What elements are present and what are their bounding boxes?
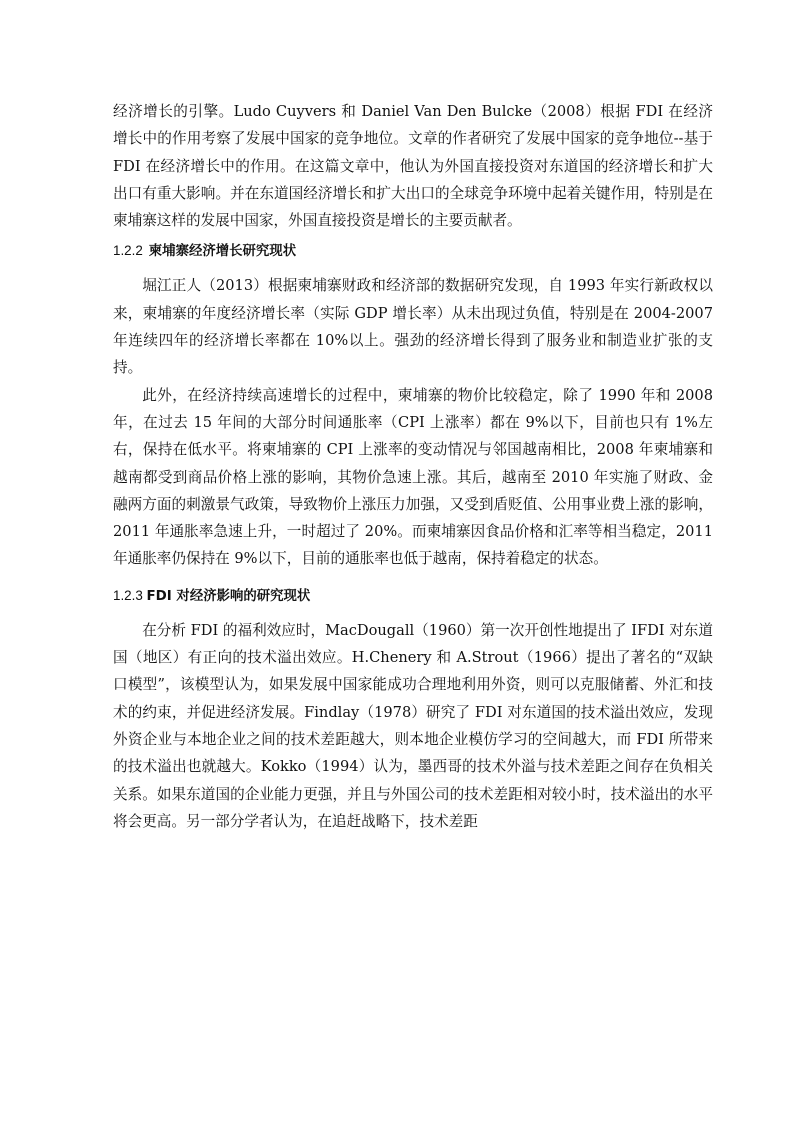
section-number: 1.2.2 <box>113 243 143 259</box>
document-page <box>113 98 713 835</box>
section-number: 1.2.3 <box>113 587 147 603</box>
section-title: FDI 对经济影响的研究现状 <box>146 588 311 604</box>
section-heading-1-2-2 <box>113 240 713 263</box>
paragraph-cambodia-inflation: 此外，在经济持续高速增长的过程中，柬埔寨的物价比较稳定，除了 1990 年和 2008 年，在过去 15 年间的大部分时间通胀率（CPI 上涨率）都在 9%以下，目前也只有 1%左右，保持在低水平。将柬埔寨的 CPI 上涨率的变动情况与邻国越南相比，2008 年柬埔寨和越南都受到商品价格上涨的影响，其物价急速上涨。其后，越南至 2010 年实施了财政、金融两方面的刺激景气政策，导致物价上涨压力加强，又受到盾贬值、公用事业费上涨的影响，2011 年通胀率急速上升，一时超过了 20%。而柬埔寨因食品价格和汇率等相当稳定，2011 年通胀率仍保持在 9%以下，目前的通胀率也低于越南，保持着稳定的状态。 <box>113 386 713 568</box>
paragraph-cambodia-growth: 堀江正人（2013）根据柬埔寨财政和经济部的数据研究发现，自 1993 年实行新政权以来，柬埔寨的年度经济增长率（实际 GDP 增长率）从未出现过负值，特别是在 2004-2007 年连续四年的经济增长率都在 10%以上。强劲的经济增长得到了服务业和制造业扩张的支持。 <box>113 277 713 377</box>
section-title: 柬埔寨经济增长研究现状 <box>148 244 297 260</box>
paragraph-fdi-growth-engine: 经济增长的引擎。Ludo Cuyvers 和 Daniel Van Den Bulcke（2008）根据 FDI 在经济增长中的作用考察了发展中国家的竞争地位。文章的作者研究了发展中国家的竞争地位--基于 FDI 在经济增长中的作用。在这篇文章中，他认为外国直接投资对东道国的经济增长和扩大出口有重大影响。并在东道国经济增长和扩大出口的全球竞争环境中起着关键作用，特别是在柬埔寨这样的发展中国家，外国直接投资是增长的主要贡献者。 <box>113 103 713 230</box>
paragraph-fdi-spillover: 在分析 FDI 的福利效应时，MacDougall（1960）第一次开创性地提出了 IFDI 对东道国（地区）有正向的技术溢出效应。H.Chenery 和 A.Strout（1966）提出了著名的“双缺口模型”，该模型认为，如果发展中国家能成功合理地利用外资，则可以克服储蓄、外汇和技术的约束，并促进经济发展。Findlay（1978）研究了 FDI 对东道国的技术溢出效应，发现外资企业与本地企业之间的技术差距越大，则本地企业模仿学习的空间越大，而 FDI 所带来的技术溢出也就越大。Kokko（1994）认为，墨西哥的技术外溢与技术差距之间存在负相关关系。如果东道国的企业能力更强，并且与外国公司的技术差距相对较小时，技术溢出的水平将会更高。另一部分学者认为，在追赶战略下，技术差距 <box>113 621 713 830</box>
section-heading-1-2-3 <box>113 585 713 608</box>
